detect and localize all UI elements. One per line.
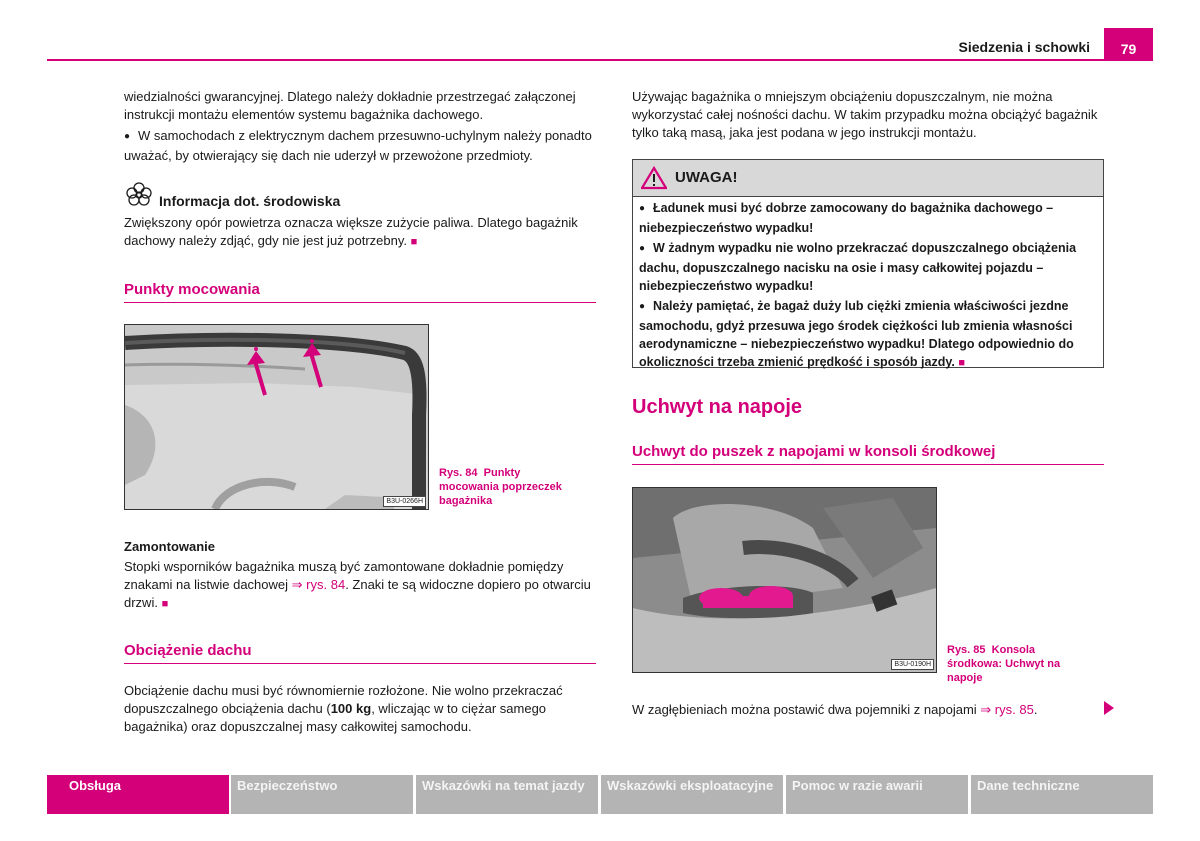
warning-item: ● Należy pamiętać, że bagaż duży lub ciężki zmienia właściwości jezdne samochodu, gdyż przesuwa jego środek ciężkości lub zmienia własności aerodynamiczne – niebezpieczeństwo wypadku! Dlatego odpowiednio do okoliczności trzeba zmienić prędkość i sposób jazdy. ■ <box>639 297 1097 372</box>
figure-84-roof-rail <box>124 324 429 510</box>
tab-wskazowki-eksploatacyjne[interactable]: Wskazówki eksploatacyjne <box>601 775 783 814</box>
tab-dane-techniczne[interactable]: Dane techniczne <box>971 775 1153 814</box>
warning-item: ● Ładunek musi być dobrze zamocowany do bagażnika dachowego – niebezpieczeństwo wypadku! <box>639 199 1097 237</box>
section-heading-roof-load: Obciążenie dachu <box>124 642 596 664</box>
warning-body <box>633 197 1103 376</box>
link-fig-85[interactable]: ⇒ rys. 85 <box>980 702 1034 717</box>
warning-item: ● W żadnym wypadku nie wolno przekraczać dopuszczalnego obciążenia dachu, dopuszczalnego nacisku na osie i masy całkowitej pojazdu – niebezpieczeństwo wypadku! <box>639 239 1097 295</box>
section-heading-console-cupholder: Uchwyt do puszek z napojami w konsoli środkowej <box>632 443 1104 465</box>
figure-84-caption: Rys. 84 Punkty mocowania poprzeczek bagażnika <box>439 467 562 507</box>
bullet-sunroof: ● W samochodach z elektrycznym dachem przesuwno-uchylnym należy ponadto uważać, by otwierający się dach nie uderzył w przewożone przedmioty. <box>124 127 596 165</box>
environment-heading: Informacja dot. środowiska <box>159 193 341 209</box>
right-intro-paragraph: Używając bagażnika o mniejszym obciążeniu dopuszczalnym, nie można wykorzystać całej nośności dachu. W takim przypadku można obciążyć bagażnik tylko taką masą, jaka jest podana w jego instrukcji montażu. <box>632 89 1098 140</box>
header-rule <box>47 59 1153 61</box>
next-page-arrow-icon[interactable] <box>1104 701 1114 715</box>
subheading-mounting: Zamontowanie <box>124 539 216 554</box>
intro-paragraph: wiedzialności gwarancyjnej. Dlatego należy dokładnie przestrzegać załączonej instrukcji montażu elementów systemu bagażnika dachowego. <box>124 89 576 122</box>
figure-85-cup-holder <box>632 487 937 673</box>
environment-text: Zwiększony opór powietrza oznacza większe zużycie paliwa. Dlatego bagażnik dachowy należy zdjąć, gdy nie jest już potrzebny. ■ <box>124 215 578 248</box>
mounting-text: Stopki wsporników bagażnika muszą być zamontowane dokładnie pomiędzy znakami na listwie dachowej ⇒ rys. 84. Znaki te są widoczne dopiero po otwarciu drzwi. ■ <box>124 559 591 610</box>
chapter-heading-cup-holder: Uchwyt na napoje <box>632 396 803 418</box>
page-header-title: Siedzenia i schowki <box>958 39 1090 55</box>
tab-bezpieczenstwo[interactable]: Bezpieczeństwo <box>231 775 413 814</box>
warning-box <box>632 159 1104 368</box>
figure-85-code: B3U-0190H <box>891 659 934 670</box>
cup-holder-text: W zagłębieniach można postawić dwa pojemniki z napojami ⇒ rys. 85. <box>632 702 1038 717</box>
figure-84-code: B3U-0266H <box>383 496 426 507</box>
page-number: 79 <box>1104 28 1153 61</box>
roof-load-text: Obciążenie dachu musi być równomiernie rozłożone. Nie wolno przekraczać dopuszczalnego obciążenia dachu (100 kg, wliczając w to ciężar samego bagażnika) oraz dopuszczalnej masy całkowitej samochodu. <box>124 683 563 734</box>
warning-triangle-icon <box>641 166 667 190</box>
tab-wskazowki-jazdy[interactable]: Wskazówki na temat jazdy <box>416 775 598 814</box>
tab-obsluga[interactable]: Obsługa <box>47 775 229 814</box>
warning-header <box>633 160 1103 197</box>
figure-85-caption: Rys. 85 Konsola środkowa: Uchwyt na napoje <box>947 644 1061 684</box>
tab-pomoc-awarii[interactable]: Pomoc w razie awarii <box>786 775 968 814</box>
section-heading-mounting-points: Punkty mocowania <box>124 281 596 303</box>
warning-title: UWAGA! <box>675 169 738 186</box>
link-fig-84[interactable]: ⇒ rys. 84 <box>291 577 346 592</box>
flower-environment-icon <box>124 181 154 207</box>
